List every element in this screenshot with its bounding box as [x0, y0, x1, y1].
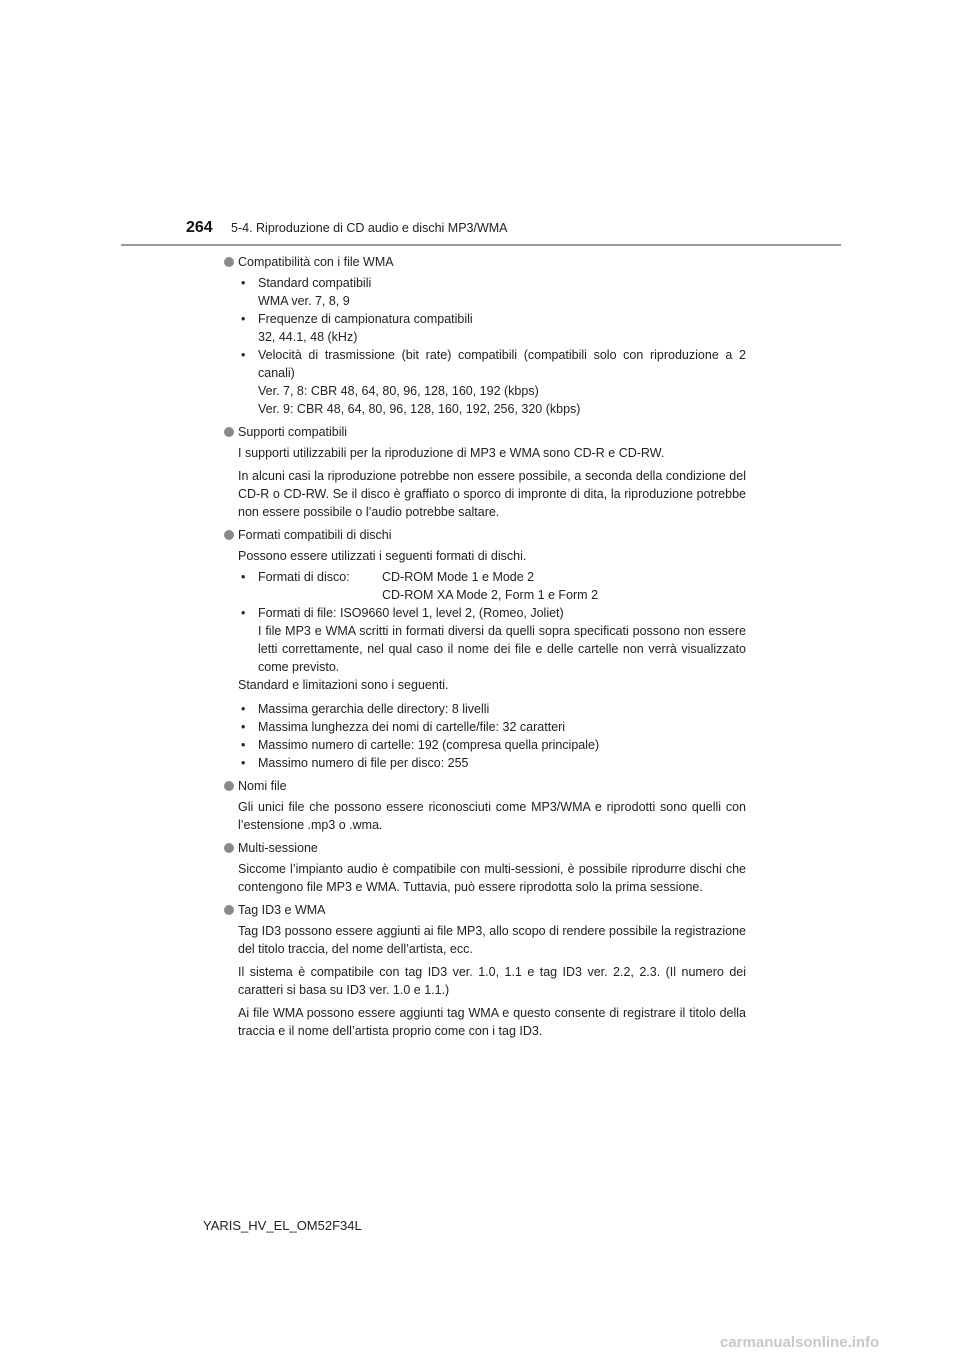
header-divider [121, 244, 841, 246]
section-multisession [224, 839, 746, 896]
section-heading [224, 526, 746, 544]
item-title: • Velocità di trasmissione (bit rate) compatibili (compatibili solo con riproduzione a 2 canali) [258, 348, 746, 380]
list-item [238, 568, 746, 604]
section-heading-text: Supporti compatibili [238, 425, 348, 439]
section-tags [224, 901, 746, 1040]
item-detail: Ver. 9: CBR 48, 64, 80, 96, 128, 160, 192, 256, 320 (kbps) [258, 402, 581, 416]
section-heading [224, 253, 746, 271]
list-item [238, 346, 746, 418]
limits-list [238, 700, 746, 772]
list-item: • Massimo numero di cartelle: 192 (compresa quella principale) [238, 736, 746, 754]
disc-format-value: CD-ROM XA Mode 2, Form 1 e Form 2 [382, 588, 599, 602]
page-number: 264 [186, 219, 213, 236]
item-detail: WMA ver. 7, 8, 9 [258, 294, 350, 308]
paragraph: Tag ID3 possono essere aggiunti ai file MP3, allo scopo di rendere possibile la registrazione del titolo traccia, del nome dell’artista, ecc. [238, 924, 746, 956]
section-title: 5-4. Riproduzione di CD audio e dischi MP3/WMA [231, 221, 508, 235]
file-format-label: • Formati di file: ISO9660 level 1, level 2, (Romeo, Joliet) [258, 606, 564, 620]
disc-format-value: CD-ROM Mode 1 e Mode 2 [382, 570, 535, 584]
watermark: carmanualsonline.info [720, 1334, 880, 1351]
section-heading-text: Compatibilità con i file WMA [238, 255, 394, 269]
paragraph: Ai file WMA possono essere aggiunti tag WMA e questo consente di registrare il titolo della traccia e il nome dell’artista proprio come con i tag ID3. [238, 1006, 746, 1038]
section-media [224, 423, 746, 521]
list-item: • Massima lunghezza dei nomi di cartelle/file: 32 caratteri [238, 718, 746, 736]
section-heading [224, 901, 746, 919]
bullet-dot-icon [224, 257, 234, 267]
section-file-names [224, 777, 746, 834]
section-heading-text: Multi-sessione [238, 841, 318, 855]
section-heading [224, 423, 746, 441]
file-format-note: I file MP3 e WMA scritti in formati diversi da quelli sopra specificati possono non essere letti correttamente, nel qual caso il nome dei file e delle cartelle non verrà visualizzato come previsto. [258, 624, 746, 674]
format-list [238, 568, 746, 676]
item-list [238, 274, 746, 418]
section-wma [224, 253, 746, 418]
section-heading-text: Formati compatibili di dischi [238, 528, 392, 542]
disc-format-row [258, 568, 746, 604]
bullet-dot-icon [224, 427, 234, 437]
section-heading-text: Tag ID3 e WMA [238, 903, 326, 917]
page-content [224, 253, 746, 1045]
section-heading [224, 839, 746, 857]
list-item [238, 604, 746, 676]
paragraph: Il sistema è compatibile con tag ID3 ver. 1.0, 1.1 e tag ID3 ver. 2.2, 2.3. (Il numero dei caratteri si basa su ID3 ver. 1.0 e 1.1.) [238, 965, 746, 997]
section-heading [224, 777, 746, 795]
section-heading-text: Nomi file [238, 779, 287, 793]
item-title: • Frequenze di campionatura compatibili [258, 312, 473, 326]
paragraph: Possono essere utilizzati i seguenti formati di dischi. [238, 549, 527, 563]
bullet-dot-icon [224, 905, 234, 915]
list-item: • Massima gerarchia delle directory: 8 livelli [238, 700, 746, 718]
document-code: YARIS_HV_EL_OM52F34L [203, 1218, 362, 1233]
disc-format-values [382, 568, 746, 604]
list-item [238, 310, 746, 346]
section-formats [224, 526, 746, 772]
bullet-dot-icon [224, 843, 234, 853]
item-detail: Ver. 7, 8: CBR 48, 64, 80, 96, 128, 160, 192 (kbps) [258, 384, 539, 398]
limits-intro: Standard e limitazioni sono i seguenti. [238, 678, 449, 692]
paragraph: Siccome l’impianto audio è compatibile con multi-sessioni, è possibile riprodurre dischi che contengono file MP3 e WMA. Tuttavia, può essere riprodotta solo la prima sessione. [238, 862, 746, 894]
paragraph: I supporti utilizzabili per la riproduzione di MP3 e WMA sono CD-R e CD-RW. [238, 446, 665, 460]
item-detail: 32, 44.1, 48 (kHz) [258, 330, 358, 344]
paragraph: Gli unici file che possono essere riconosciuti come MP3/WMA e riprodotti sono quelli con l’estensione .mp3 o .wma. [238, 800, 746, 832]
disc-format-label: • Formati di disco: [258, 570, 350, 584]
paragraph: In alcuni casi la riproduzione potrebbe non essere possibile, a seconda della condizione del CD-R o CD-RW. Se il disco è graffiato o sporco di impronte di dita, la riproduzione potrebbe non essere possibile o l’audio potrebbe saltare. [238, 469, 746, 519]
item-title: • Standard compatibili [258, 276, 372, 290]
bullet-dot-icon [224, 781, 234, 791]
bullet-dot-icon [224, 530, 234, 540]
list-item [238, 274, 746, 310]
list-item: • Massimo numero di file per disco: 255 [238, 754, 746, 772]
